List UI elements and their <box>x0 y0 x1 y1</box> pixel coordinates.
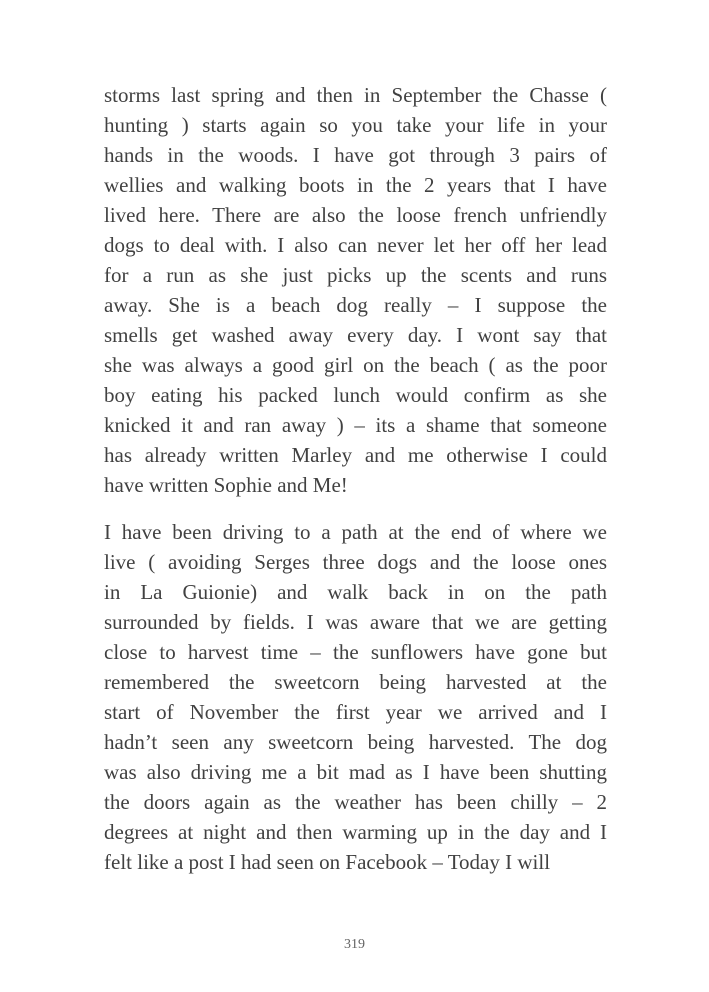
text-line: in La Guionie) and walk back in on the path <box>104 580 607 604</box>
text-line: have written Sophie and Me! <box>104 473 348 497</box>
text-line: storms last spring and then in September the Chasse ( <box>104 83 607 107</box>
text-line: surrounded by fields. I was aware that we are getting <box>104 610 607 634</box>
text-line: hadn’t seen any sweetcorn being harvested. The dog <box>104 730 607 754</box>
paragraph-2 <box>104 517 607 877</box>
text-line: live ( avoiding Serges three dogs and the loose ones <box>104 550 607 574</box>
text-line: dogs to deal with. I also can never let her off her lead <box>104 233 607 257</box>
paragraph-1 <box>104 80 607 500</box>
text-line: for a run as she just picks up the scents and runs <box>104 263 607 287</box>
text-line: felt like a post I had seen on Facebook – Today I will <box>104 850 551 874</box>
text-line: wellies and walking boots in the 2 years that I have <box>104 173 607 197</box>
page-text <box>104 80 607 877</box>
text-line: I have been driving to a path at the end of where we <box>104 520 607 544</box>
text-line: has already written Marley and me otherwise I could <box>104 443 607 467</box>
text-line: hands in the woods. I have got through 3 pairs of <box>104 143 607 167</box>
text-line: knicked it and ran away ) – its a shame that someone <box>104 413 607 437</box>
text-line: boy eating his packed lunch would confirm as she <box>104 383 607 407</box>
text-line: close to harvest time – the sunflowers have gone but <box>104 640 607 664</box>
text-line: lived here. There are also the loose french unfriendly <box>104 203 607 227</box>
text-line: hunting ) starts again so you take your life in your <box>104 113 607 137</box>
text-line: away. She is a beach dog really – I suppose the <box>104 293 607 317</box>
text-line: was also driving me a bit mad as I have been shutting <box>104 760 607 784</box>
page-number: 319 <box>344 937 365 952</box>
text-line: smells get washed away every day. I wont say that <box>104 323 607 347</box>
text-line: she was always a good girl on the beach ( as the poor <box>104 353 607 377</box>
text-line: remembered the sweetcorn being harvested at the <box>104 670 607 694</box>
text-line: start of November the first year we arrived and I <box>104 700 607 724</box>
text-line: the doors again as the weather has been chilly – 2 <box>104 790 607 814</box>
text-line: degrees at night and then warming up in the day and I <box>104 820 607 844</box>
